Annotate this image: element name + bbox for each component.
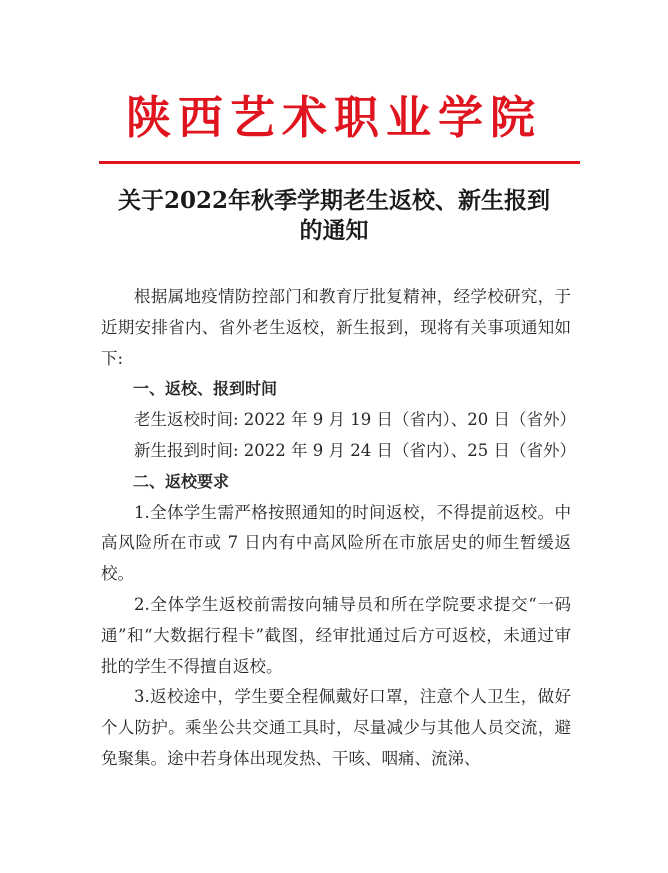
section-1-item-1: 老生返校时间: 2022 年 9 月 19 日（省内）、20 日（省外） xyxy=(134,410,577,430)
section-1-heading: 一、返校、报到时间 xyxy=(133,379,278,399)
red-divider-line xyxy=(99,161,580,164)
section-2-heading: 二、返校要求 xyxy=(133,471,230,491)
section-2-item-3: 3.返校途中，学生要全程佩戴好口罩，注意个人卫生，做好个人防护。乘坐公共交通工具时，尽量减少与其他人员交流，避免聚集。途中若身体出现发热、干咳、咽痛、流涕、 xyxy=(101,687,571,768)
intro-paragraph: 根据属地疫情防控部门和教育厅批复精神，经学校研究，于近期安排省内、省外老生返校，新生报到，现将有关事项通知如下: xyxy=(101,287,571,368)
section-2-item-2: 2.全体学生返校前需按向辅导员和所在学院要求提交“一码通”和“大数据行程卡”截图，经审批通过后方可返校，未通过审批的学生不得擅自返校。 xyxy=(101,594,571,676)
notice-title xyxy=(80,186,588,246)
notice-body xyxy=(101,282,577,775)
section-2-item-1: 1.全体学生需严格按照通知的时间返校，不得提前返校。中高风险所在市或 7 日内有中高风险所在市旅居史的师生暂缓返校。 xyxy=(101,502,571,584)
org-name-header: 陕西艺术职业学院 xyxy=(125,91,542,144)
notice-title-line-1: 关于2022年秋季学期老生返校、新生报到 xyxy=(117,187,550,214)
notice-title-line-2: 的通知 xyxy=(299,217,369,244)
section-1-item-2: 新生报到时间: 2022 年 9 月 24 日（省内）、25 日（省外） xyxy=(134,440,577,460)
